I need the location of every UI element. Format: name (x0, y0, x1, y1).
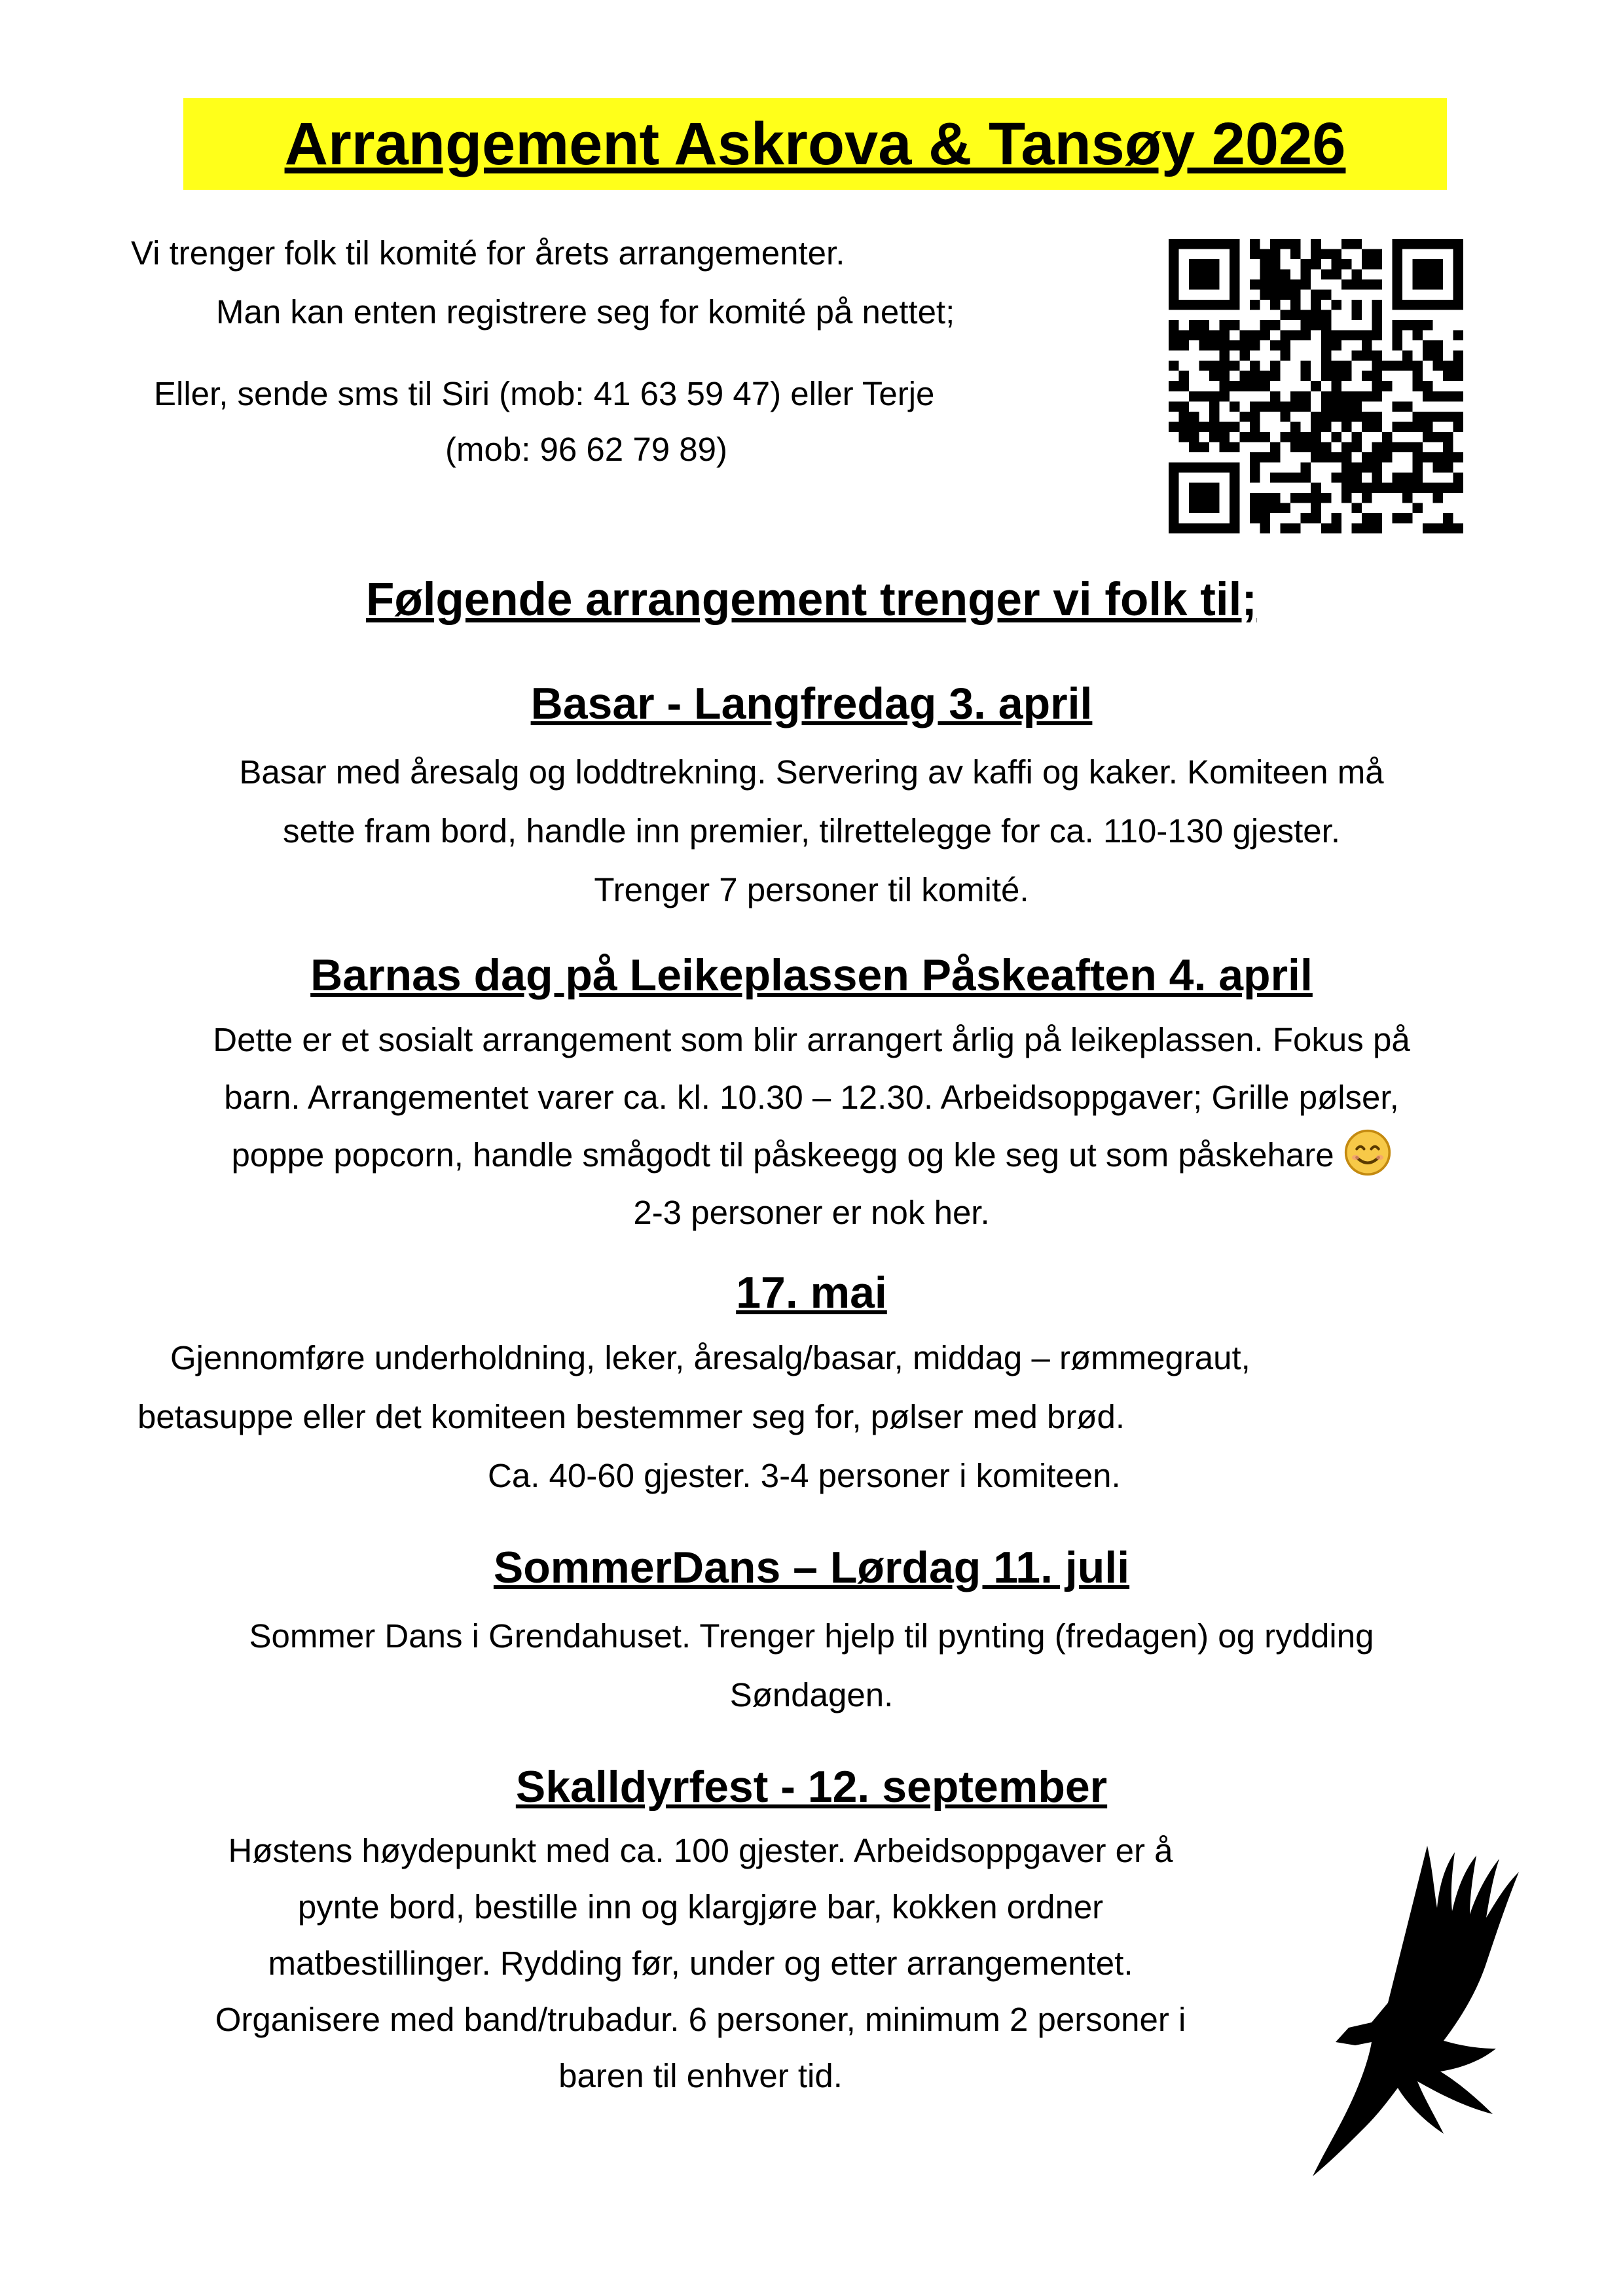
event-text-basar: Basar med åresalg og loddtrekning. Servering av kaffi og kaker. Komiteen må sette fram bord, handle inn premier, tilrettelegge for ca. 110-130 gjester. Trenger 7 personer til komité. (239, 753, 1384, 908)
event-title-17-mai: 17. mai (736, 1268, 887, 1318)
event-title-basar: Basar - Langfredag 3. april (530, 679, 1093, 728)
intro-line-1: Vi trenger folk til komité for årets arrangementer. (131, 234, 845, 272)
event-text-skalldyrfest: Høstens høydepunkt med ca. 100 gjester. Arbeidsoppgaver er å pynte bord, bestille inn og klargjøre bar, kokken ordner matbestillinger. Rydding før, under og etter arrangementet. Organisere med band/trubadur. 6 personer, minimum 2 personer i baren til enhver tid. (215, 1832, 1186, 2094)
event-text-17-mai-line-3: Ca. 40-60 gjester. 3-4 personer i komiteen. (488, 1457, 1121, 1494)
eagle-silhouette-icon (1309, 1846, 1525, 2179)
event-text-17-mai-line-2: betasuppe eller det komiteen bestemmer seg for, pølser med brød. (137, 1398, 1125, 1435)
qr-code-icon[interactable] (1169, 239, 1463, 533)
section-heading: Følgende arrangement trenger vi folk til; (365, 574, 1258, 626)
event-title-sommerdans: SommerDans – Lørdag 11. juli (493, 1543, 1130, 1592)
event-text-barnas-dag: Dette er et sosialt arrangement som blir arrangert årlig på leikeplassen. Fokus på barn. Arrangementet varer ca. kl. 10.30 – 12.30. Arbeidsoppgaver; Grille pølser, poppe popcorn, handle smågodt til påskeegg og kle seg ut som påskehare 2-3 personer er nok her. (213, 1021, 1410, 1231)
event-title-skalldyrfest: Skalldyrfest - 12. september (515, 1762, 1108, 1812)
intro-line-3: Eller, sende sms til Siri (mob: 41 63 59 47) eller Terje (154, 375, 935, 412)
page-title: Arrangement Askrova & Tansøy 2026 (183, 98, 1447, 190)
qr-code-modules (1169, 239, 1463, 533)
intro-line-4: (mob: 96 62 79 89) (445, 431, 727, 468)
smiling-face-icon (1343, 1128, 1392, 1177)
event-text-17-mai-line-1: Gjennomføre underholdning, leker, åresalg/basar, middag – rømmegraut, (170, 1339, 1250, 1376)
intro-line-2: Man kan enten registrere seg for komité på nettet; (216, 293, 955, 331)
event-title-barnas-dag: Barnas dag på Leikeplassen Påskeaften 4. april (310, 950, 1313, 1000)
event-text-sommerdans: Sommer Dans i Grendahuset. Trenger hjelp til pynting (fredagen) og rydding Søndagen. (249, 1617, 1374, 1713)
